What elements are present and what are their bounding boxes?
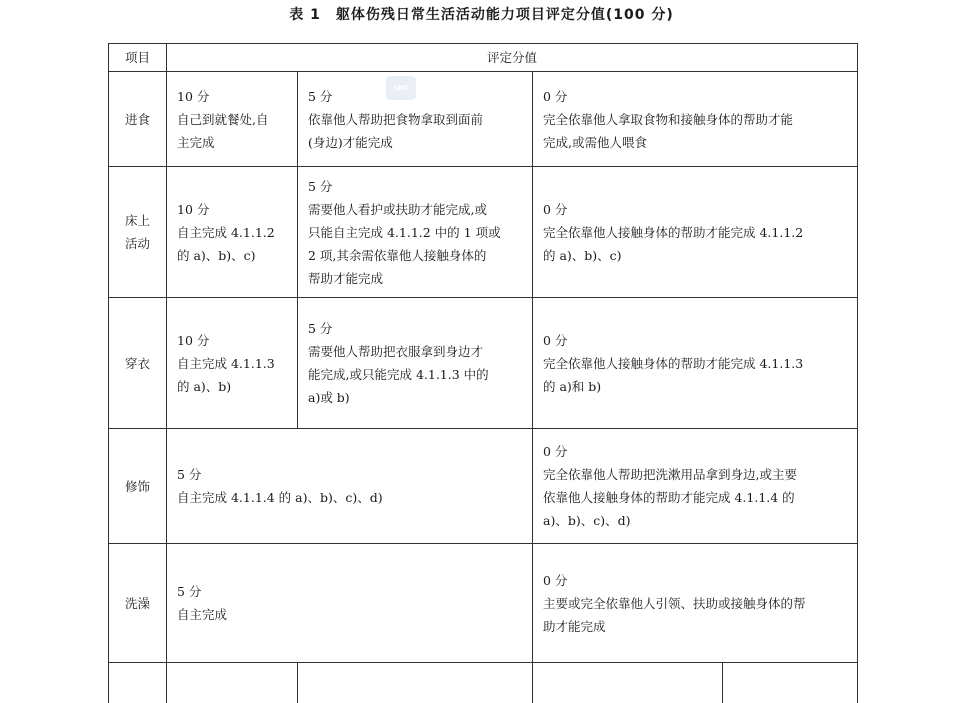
cell-text-line: 10 分 — [177, 329, 297, 352]
cell-text-line: 0 分 — [543, 198, 857, 221]
header-score: 评定分值 — [167, 44, 858, 72]
cell-text-line: 帮助才能完成 — [308, 267, 532, 290]
cell-text-line: 需要他人看护或扶助才能完成,或 — [308, 198, 532, 221]
cell-text-line: 修饰 — [109, 475, 166, 498]
cell-text-line: 洗澡 — [109, 592, 166, 615]
empty-cell — [723, 663, 858, 703]
cell-text-line: 活动 — [109, 232, 166, 255]
cell-text-line: 完全依靠他人拿取食物和接触身体的帮助才能 — [543, 108, 857, 131]
cell-text-line: 的 a)、b)、c) — [543, 244, 857, 267]
score-cell-5 — [298, 72, 533, 167]
empty-cell — [298, 663, 533, 703]
table-row — [109, 72, 858, 167]
cell-text-line: 自主完成 4.1.1.4 的 a)、b)、c)、d) — [177, 486, 532, 509]
watermark-logo: SNC — [386, 76, 416, 100]
empty-cell — [533, 663, 723, 703]
score-cell-5 — [298, 298, 533, 429]
empty-cell — [109, 663, 167, 703]
cell-text-line: 床上 — [109, 209, 166, 232]
cell-text-line: 0 分 — [543, 569, 857, 592]
score-cell-10 — [167, 298, 298, 429]
cell-text-line: 需要他人帮助把衣服拿到身边才 — [308, 340, 532, 363]
cell-text-line: 完成,或需他人喂食 — [543, 131, 857, 154]
cell-text-line: 5 分 — [308, 317, 532, 340]
cell-text-line: 助才能完成 — [543, 615, 857, 638]
score-table — [108, 43, 858, 703]
table-row — [109, 429, 858, 544]
score-cell-0 — [533, 429, 858, 544]
cell-text-line: 0 分 — [543, 329, 857, 352]
row-item-label — [109, 544, 167, 663]
cell-text-line: 进食 — [109, 108, 166, 131]
cell-text-line: 的 a)、b)、c) — [177, 244, 297, 267]
score-cell-10 — [167, 167, 298, 298]
cell-text-line: 5 分 — [177, 463, 532, 486]
table-row — [109, 544, 858, 663]
score-cell-0 — [533, 167, 858, 298]
cell-text-line: 能完成,或只能完成 4.1.1.3 中的 — [308, 363, 532, 386]
table-title: 表 1 躯体伤残日常生活活动能力项目评定分值(100 分) — [0, 4, 963, 24]
cell-text-line: 5 分 — [308, 175, 532, 198]
score-cell-0 — [533, 298, 858, 429]
empty-cell — [167, 663, 298, 703]
cell-text-line: 0 分 — [543, 440, 857, 463]
cell-text-line: 2 项,其余需依靠他人接触身体的 — [308, 244, 532, 267]
cell-text-line: 10 分 — [177, 198, 297, 221]
score-cell-10 — [167, 72, 298, 167]
cell-text-line: 完全依靠他人帮助把洗漱用品拿到身边,或主要 — [543, 463, 857, 486]
score-cell-0 — [533, 544, 858, 663]
score-cell-0 — [533, 72, 858, 167]
cell-text-line: 5 分 — [308, 85, 532, 108]
cell-text-line: 自主完成 4.1.1.3 — [177, 352, 297, 375]
table-header-row — [109, 44, 858, 72]
table-row — [109, 298, 858, 429]
row-item-label — [109, 167, 167, 298]
cell-text-line: 5 分 — [177, 580, 532, 603]
cell-text-line: 只能自主完成 4.1.1.2 中的 1 项或 — [308, 221, 532, 244]
row-item-label — [109, 72, 167, 167]
row-item-label — [109, 298, 167, 429]
cell-text-line: 10 分 — [177, 85, 297, 108]
cell-text-line: 自主完成 4.1.1.2 — [177, 221, 297, 244]
cell-text-line: 依靠他人接触身体的帮助才能完成 4.1.1.4 的 — [543, 486, 857, 509]
row-item-label — [109, 429, 167, 544]
cell-text-line: 主要或完全依靠他人引领、扶助或接触身体的帮 — [543, 592, 857, 615]
cell-text-line: 自主完成 — [177, 603, 532, 626]
cell-text-line: a)、b)、c)、d) — [543, 509, 857, 532]
table-row-partial — [109, 663, 858, 703]
table-row — [109, 167, 858, 298]
cell-text-line: 主完成 — [177, 131, 297, 154]
header-item: 项目 — [109, 44, 167, 72]
cell-text-line: 依靠他人帮助把食物拿取到面前 — [308, 108, 532, 131]
cell-text-line: 的 a)和 b) — [543, 375, 857, 398]
cell-text-line: 完全依靠他人接触身体的帮助才能完成 4.1.1.3 — [543, 352, 857, 375]
cell-text-line: 完全依靠他人接触身体的帮助才能完成 4.1.1.2 — [543, 221, 857, 244]
cell-text-line: 0 分 — [543, 85, 857, 108]
score-cell-5 — [167, 429, 533, 544]
cell-text-line: a)或 b) — [308, 386, 532, 409]
cell-text-line: (身边)才能完成 — [308, 131, 532, 154]
cell-text-line: 的 a)、b) — [177, 375, 297, 398]
cell-text-line: 自己到就餐处,自 — [177, 108, 297, 131]
score-cell-5 — [298, 167, 533, 298]
cell-text-line: 穿衣 — [109, 352, 166, 375]
score-cell-5 — [167, 544, 533, 663]
